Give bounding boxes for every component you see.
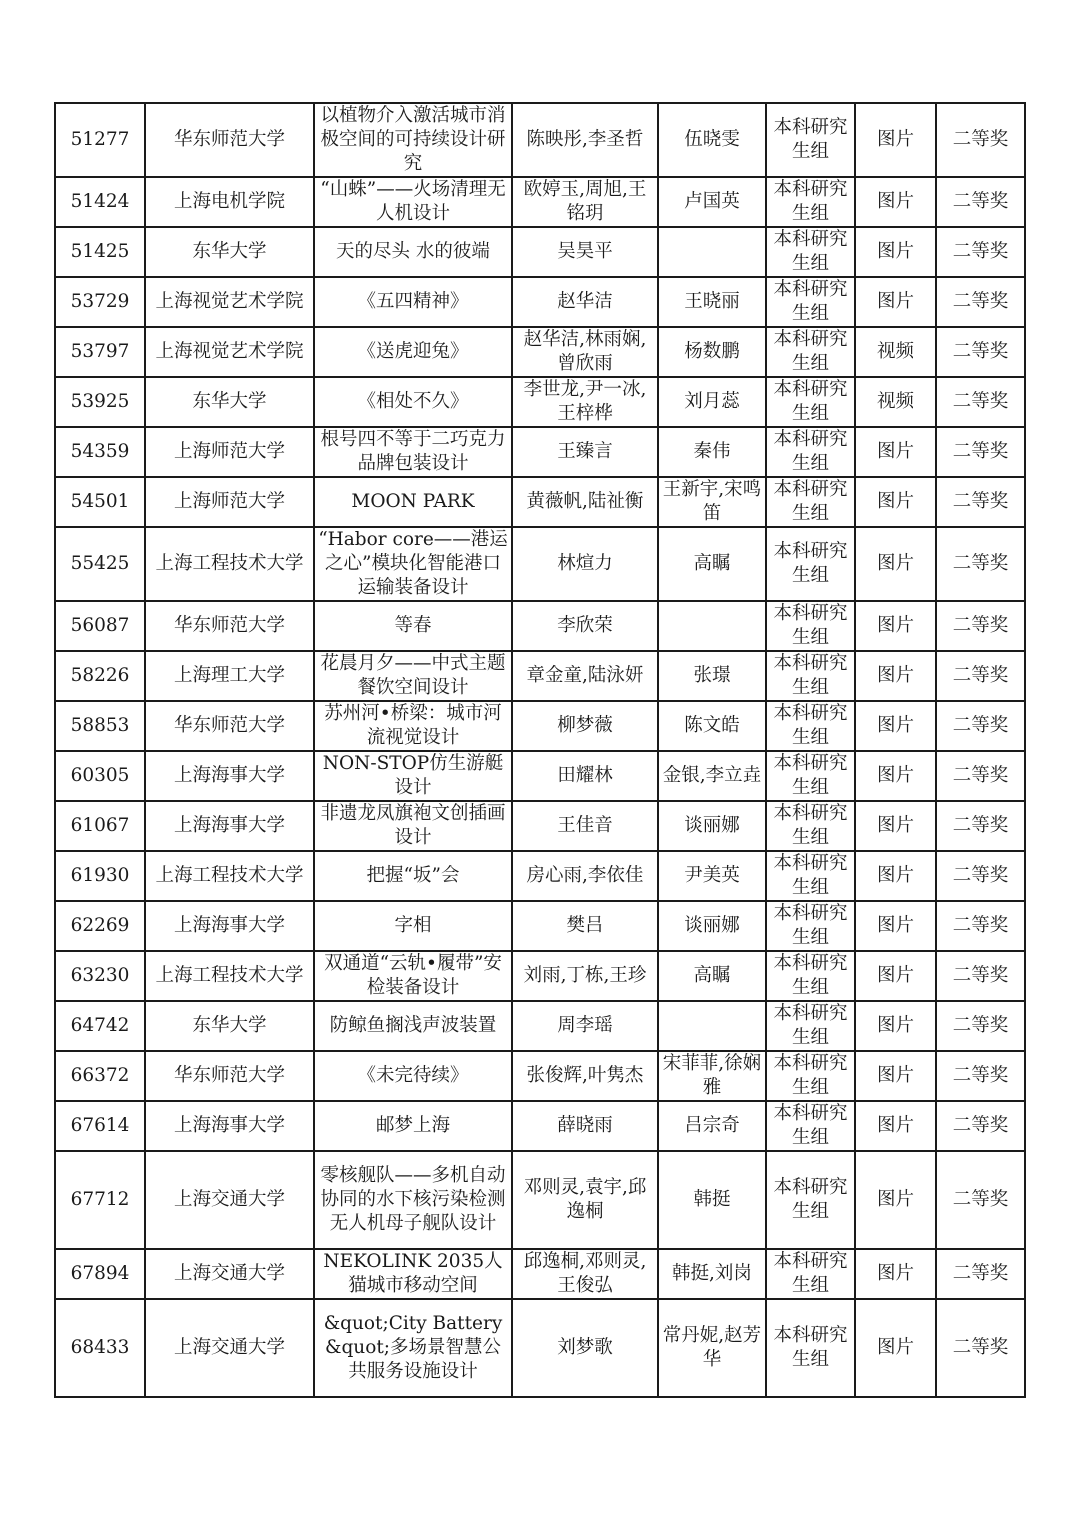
authors-cell: 刘梦歌 [512,1299,658,1397]
advisor-cell: 秦伟 [658,427,766,477]
work-type-cell: 图片 [855,477,936,527]
award-cell: 二等奖 [936,701,1025,751]
authors-cell: 田耀林 [512,751,658,801]
work-title-cell: MOON PARK [314,477,512,527]
advisor-cell: 杨数鹏 [658,327,766,377]
work-title-cell: “Habor core——港运之心”模块化智能港口运输装备设计 [314,527,512,601]
entry-id-cell: 53797 [55,327,145,377]
award-cell: 二等奖 [936,651,1025,701]
school-cell: 华东师范大学 [145,103,314,177]
work-title-cell: 零核舰队——多机自动协同的水下核污染检测无人机母子舰队设计 [314,1151,512,1249]
work-type-cell: 视频 [855,377,936,427]
authors-cell: 林煊力 [512,527,658,601]
table-row [55,477,1025,527]
advisor-cell: 金银,李立垚 [658,751,766,801]
award-cell: 二等奖 [936,227,1025,277]
advisor-cell: 陈文皓 [658,701,766,751]
authors-cell: 黄薇帆,陆祉衡 [512,477,658,527]
table-row [55,701,1025,751]
work-title-cell: 双通道“云轨•履带”安检装备设计 [314,951,512,1001]
advisor-cell: 谈丽娜 [658,901,766,951]
work-title-cell: 等春 [314,601,512,651]
award-cell: 二等奖 [936,427,1025,477]
award-cell: 二等奖 [936,377,1025,427]
award-cell: 二等奖 [936,751,1025,801]
work-title-cell: 《相处不久》 [314,377,512,427]
school-cell: 上海师范大学 [145,427,314,477]
entry-id-cell: 58226 [55,651,145,701]
advisor-cell: 张璟 [658,651,766,701]
school-cell: 上海交通大学 [145,1249,314,1299]
work-type-cell: 图片 [855,1001,936,1051]
authors-cell: 张俊辉,叶隽杰 [512,1051,658,1101]
group-cell: 本科研究生组 [766,427,855,477]
work-type-cell: 图片 [855,651,936,701]
award-cell: 二等奖 [936,601,1025,651]
table-row [55,901,1025,951]
authors-cell: 李欣荣 [512,601,658,651]
school-cell: 上海交通大学 [145,1151,314,1249]
work-title-cell: 防鲸鱼搁浅声波装置 [314,1001,512,1051]
school-cell: 华东师范大学 [145,601,314,651]
advisor-cell [658,227,766,277]
group-cell: 本科研究生组 [766,801,855,851]
authors-cell: 王佳音 [512,801,658,851]
award-cell: 二等奖 [936,103,1025,177]
group-cell: 本科研究生组 [766,851,855,901]
work-title-cell: 把握“坂”会 [314,851,512,901]
school-cell: 华东师范大学 [145,1051,314,1101]
authors-cell: 薛晓雨 [512,1101,658,1151]
work-title-cell: 天的尽头 水的彼端 [314,227,512,277]
entry-id-cell: 51277 [55,103,145,177]
entry-id-cell: 66372 [55,1051,145,1101]
work-type-cell: 图片 [855,277,936,327]
entry-id-cell: 67712 [55,1151,145,1249]
advisor-cell: 常丹妮,赵芳华 [658,1299,766,1397]
award-cell: 二等奖 [936,1101,1025,1151]
advisor-cell: 韩挺,刘岗 [658,1249,766,1299]
group-cell: 本科研究生组 [766,327,855,377]
entry-id-cell: 55425 [55,527,145,601]
table-row [55,951,1025,1001]
table-row [55,377,1025,427]
advisor-cell: 刘月蕊 [658,377,766,427]
award-list-sheet [54,102,1026,1398]
work-title-cell: 字相 [314,901,512,951]
work-title-cell: “山蛛”——火场清理无人机设计 [314,177,512,227]
authors-cell: 邓则灵,袁宇,邱逸桐 [512,1151,658,1249]
advisor-cell: 王新宇,宋鸣笛 [658,477,766,527]
school-cell: 上海师范大学 [145,477,314,527]
entry-id-cell: 56087 [55,601,145,651]
work-type-cell: 图片 [855,227,936,277]
award-cell: 二等奖 [936,1249,1025,1299]
group-cell: 本科研究生组 [766,527,855,601]
school-cell: 上海交通大学 [145,1299,314,1397]
entry-id-cell: 63230 [55,951,145,1001]
work-type-cell: 图片 [855,1051,936,1101]
school-cell: 上海视觉艺术学院 [145,277,314,327]
group-cell: 本科研究生组 [766,103,855,177]
work-type-cell: 图片 [855,1299,936,1397]
group-cell: 本科研究生组 [766,901,855,951]
entry-id-cell: 64742 [55,1001,145,1051]
work-title-cell: NON-STOP仿生游艇设计 [314,751,512,801]
table-row [55,851,1025,901]
group-cell: 本科研究生组 [766,377,855,427]
award-cell: 二等奖 [936,851,1025,901]
advisor-cell: 吕宗奇 [658,1101,766,1151]
table-body [55,103,1025,1397]
school-cell: 上海工程技术大学 [145,527,314,601]
award-cell: 二等奖 [936,1151,1025,1249]
table-row [55,1299,1025,1397]
table-row [55,427,1025,477]
work-title-cell: 非遗龙凤旗袍文创插画设计 [314,801,512,851]
advisor-cell: 高瞩 [658,951,766,1001]
school-cell: 上海电机学院 [145,177,314,227]
entry-id-cell: 61067 [55,801,145,851]
entry-id-cell: 54501 [55,477,145,527]
work-type-cell: 图片 [855,1151,936,1249]
work-type-cell: 图片 [855,701,936,751]
group-cell: 本科研究生组 [766,701,855,751]
advisor-cell: 高瞩 [658,527,766,601]
work-type-cell: 图片 [855,851,936,901]
entry-id-cell: 67614 [55,1101,145,1151]
advisor-cell: 韩挺 [658,1151,766,1249]
work-type-cell: 图片 [855,1249,936,1299]
award-cell: 二等奖 [936,477,1025,527]
table-row [55,277,1025,327]
entry-id-cell: 62269 [55,901,145,951]
authors-cell: 樊吕 [512,901,658,951]
advisor-cell: 宋菲菲,徐娴雅 [658,1051,766,1101]
advisor-cell: 伍晓雯 [658,103,766,177]
work-type-cell: 图片 [855,103,936,177]
table-row [55,801,1025,851]
entry-id-cell: 53729 [55,277,145,327]
school-cell: 上海海事大学 [145,751,314,801]
school-cell: 东华大学 [145,1001,314,1051]
work-title-cell: &quot;City Battery&quot;多场景智慧公共服务设施设计 [314,1299,512,1397]
entry-id-cell: 60305 [55,751,145,801]
table-row [55,103,1025,177]
group-cell: 本科研究生组 [766,1001,855,1051]
group-cell: 本科研究生组 [766,1299,855,1397]
table-row [55,601,1025,651]
work-title-cell: NEKOLINK 2035人猫城市移动空间 [314,1249,512,1299]
advisor-cell: 卢国英 [658,177,766,227]
school-cell: 上海海事大学 [145,1101,314,1151]
table-row [55,177,1025,227]
table-row [55,327,1025,377]
table-row [55,1249,1025,1299]
group-cell: 本科研究生组 [766,1101,855,1151]
work-type-cell: 图片 [855,177,936,227]
authors-cell: 王臻言 [512,427,658,477]
work-type-cell: 图片 [855,1101,936,1151]
school-cell: 上海海事大学 [145,801,314,851]
work-type-cell: 图片 [855,527,936,601]
school-cell: 上海海事大学 [145,901,314,951]
entry-id-cell: 54359 [55,427,145,477]
table-row [55,527,1025,601]
work-title-cell: 苏州河•桥梁：城市河流视觉设计 [314,701,512,751]
work-title-cell: 《未完待续》 [314,1051,512,1101]
award-cell: 二等奖 [936,801,1025,851]
group-cell: 本科研究生组 [766,651,855,701]
advisor-cell: 谈丽娜 [658,801,766,851]
table-row [55,1001,1025,1051]
table-row [55,1101,1025,1151]
school-cell: 上海视觉艺术学院 [145,327,314,377]
work-type-cell: 图片 [855,751,936,801]
work-type-cell: 图片 [855,427,936,477]
table-row [55,227,1025,277]
authors-cell: 章金童,陆泳妍 [512,651,658,701]
entry-id-cell: 51425 [55,227,145,277]
school-cell: 东华大学 [145,227,314,277]
award-cell: 二等奖 [936,1299,1025,1397]
authors-cell: 周李瑶 [512,1001,658,1051]
group-cell: 本科研究生组 [766,477,855,527]
authors-cell: 赵华洁,林雨娴,曾欣雨 [512,327,658,377]
award-cell: 二等奖 [936,277,1025,327]
award-cell: 二等奖 [936,1051,1025,1101]
table-row [55,1051,1025,1101]
authors-cell: 李世龙,尹一冰,王梓桦 [512,377,658,427]
work-title-cell: 《五四精神》 [314,277,512,327]
group-cell: 本科研究生组 [766,601,855,651]
authors-cell: 欧婷玉,周旭,王铭玥 [512,177,658,227]
group-cell: 本科研究生组 [766,227,855,277]
school-cell: 上海理工大学 [145,651,314,701]
table-row [55,1151,1025,1249]
award-cell: 二等奖 [936,327,1025,377]
school-cell: 东华大学 [145,377,314,427]
authors-cell: 邱逸桐,邓则灵,王俊弘 [512,1249,658,1299]
entry-id-cell: 68433 [55,1299,145,1397]
group-cell: 本科研究生组 [766,177,855,227]
group-cell: 本科研究生组 [766,1151,855,1249]
award-cell: 二等奖 [936,177,1025,227]
award-cell: 二等奖 [936,527,1025,601]
group-cell: 本科研究生组 [766,1249,855,1299]
entry-id-cell: 67894 [55,1249,145,1299]
entry-id-cell: 51424 [55,177,145,227]
award-table [54,102,1026,1398]
award-cell: 二等奖 [936,901,1025,951]
advisor-cell: 尹美英 [658,851,766,901]
authors-cell: 柳梦薇 [512,701,658,751]
work-type-cell: 视频 [855,327,936,377]
award-cell: 二等奖 [936,1001,1025,1051]
work-type-cell: 图片 [855,951,936,1001]
work-title-cell: 根号四不等于二巧克力品牌包装设计 [314,427,512,477]
work-type-cell: 图片 [855,901,936,951]
entry-id-cell: 58853 [55,701,145,751]
award-cell: 二等奖 [936,951,1025,1001]
school-cell: 上海工程技术大学 [145,851,314,901]
work-title-cell: 《送虎迎兔》 [314,327,512,377]
group-cell: 本科研究生组 [766,751,855,801]
work-title-cell: 以植物介入激活城市消极空间的可持续设计研究 [314,103,512,177]
authors-cell: 刘雨,丁栋,王珍 [512,951,658,1001]
school-cell: 上海工程技术大学 [145,951,314,1001]
advisor-cell [658,601,766,651]
advisor-cell: 王晓丽 [658,277,766,327]
authors-cell: 陈映彤,李圣哲 [512,103,658,177]
work-type-cell: 图片 [855,801,936,851]
table-row [55,651,1025,701]
advisor-cell [658,1001,766,1051]
school-cell: 华东师范大学 [145,701,314,751]
entry-id-cell: 53925 [55,377,145,427]
authors-cell: 房心雨,李依佳 [512,851,658,901]
work-title-cell: 邮梦上海 [314,1101,512,1151]
entry-id-cell: 61930 [55,851,145,901]
work-type-cell: 图片 [855,601,936,651]
authors-cell: 吴昊平 [512,227,658,277]
work-title-cell: 花晨月夕——中式主题餐饮空间设计 [314,651,512,701]
group-cell: 本科研究生组 [766,1051,855,1101]
authors-cell: 赵华洁 [512,277,658,327]
group-cell: 本科研究生组 [766,277,855,327]
table-row [55,751,1025,801]
group-cell: 本科研究生组 [766,951,855,1001]
